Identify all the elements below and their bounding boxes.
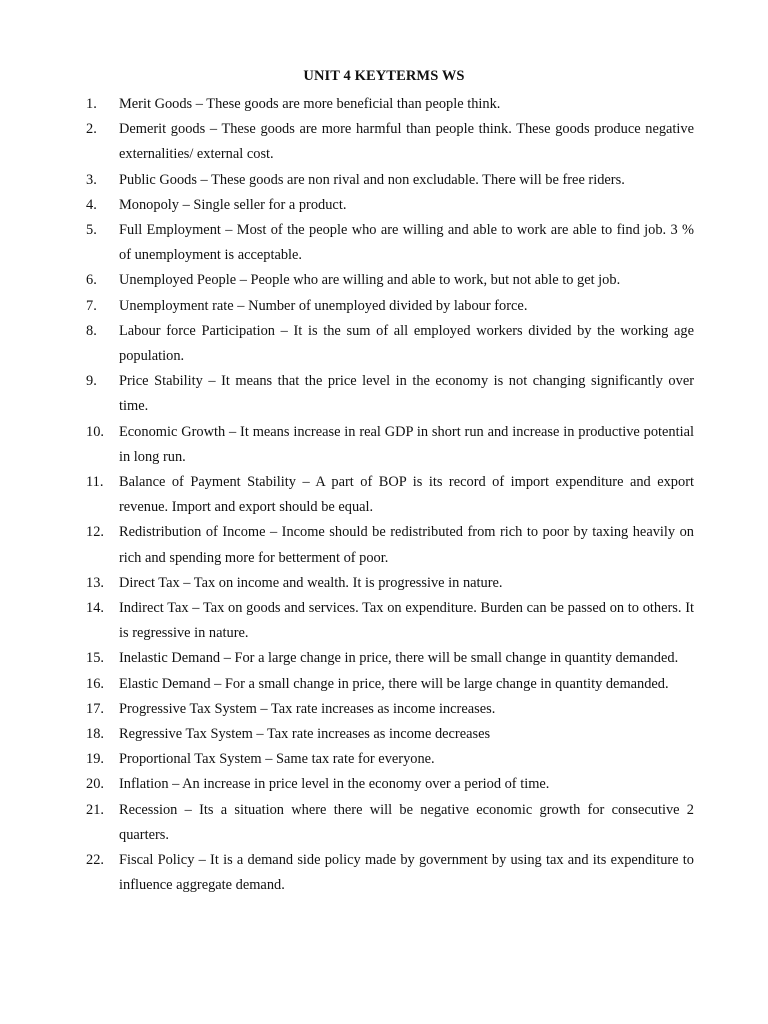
item-number <box>80 117 116 142</box>
item-number <box>80 294 116 319</box>
item-number <box>80 848 116 873</box>
list-item <box>80 848 694 898</box>
item-number-text: 12. <box>86 524 104 541</box>
item-number-text: 10. <box>86 423 104 440</box>
list-item <box>80 369 694 419</box>
item-number <box>80 193 116 218</box>
item-number <box>80 747 116 772</box>
item-text: Proportional Tax System – Same tax rate for everyone. <box>119 751 435 768</box>
list-item <box>80 798 694 848</box>
list-item <box>80 697 694 722</box>
item-text: Inflation – An increase in price level in the economy over a period of time. <box>119 776 550 793</box>
list-item <box>80 520 694 570</box>
item-number <box>80 420 116 445</box>
list-item <box>80 420 694 470</box>
item-number <box>80 596 116 621</box>
list-item <box>80 218 694 268</box>
item-number-text: 21. <box>86 801 104 818</box>
item-text: Regressive Tax System – Tax rate increases as income decreases <box>119 726 491 743</box>
item-text: Public Goods – These goods are non rival and non excludable. There will be free riders. <box>119 171 625 188</box>
item-number-text: 9. <box>86 373 97 390</box>
item-number <box>80 772 116 797</box>
item-number-text: 13. <box>86 574 104 591</box>
item-number <box>80 646 116 671</box>
keyterm-list <box>80 92 694 899</box>
item-text: Direct Tax – Tax on income and wealth. It is progressive in nature. <box>119 574 503 591</box>
item-number-text: 5. <box>86 222 97 239</box>
item-text: Unemployment rate – Number of unemployed divided by labour force. <box>119 297 528 314</box>
item-number <box>80 672 116 697</box>
item-text: Inelastic Demand – For a large change in price, there will be small change in quantity demanded. <box>119 650 679 667</box>
item-text: Demerit goods – These goods are more harmful than people think. These goods produce negative externalities/ external cost. <box>119 121 694 163</box>
list-item <box>80 571 694 596</box>
item-text: Economic Growth – It means increase in real GDP in short run and increase in productive potential in long run. <box>119 423 694 465</box>
list-item <box>80 747 694 772</box>
item-number-text: 20. <box>86 776 104 793</box>
item-number <box>80 798 116 823</box>
document-title: UNIT 4 KEYTERMS WS <box>303 68 465 84</box>
item-number-text: 14. <box>86 600 104 617</box>
list-item <box>80 268 694 293</box>
item-number <box>80 369 116 394</box>
list-item <box>80 470 694 520</box>
item-number <box>80 571 116 596</box>
item-number <box>80 92 116 117</box>
item-text: Full Employment – Most of the people who are willing and able to work are able to find job. 3 % of unemployment is acceptable. <box>119 222 694 264</box>
item-text: Redistribution of Income – Income should be redistributed from rich to poor by taxing heavily on rich and spending more for betterment of poor. <box>119 524 694 566</box>
item-text: Merit Goods – These goods are more beneficial than people think. <box>119 96 501 112</box>
item-number <box>80 470 116 495</box>
item-number <box>80 520 116 545</box>
item-number <box>80 268 116 293</box>
list-item <box>80 646 694 671</box>
item-number-text: 16. <box>86 675 104 692</box>
item-number-text: 11. <box>86 474 104 491</box>
item-number-text: 18. <box>86 726 104 743</box>
item-number-text: 7. <box>86 297 97 314</box>
item-number <box>80 697 116 722</box>
item-text: Unemployed People – People who are willing and able to work, but not able to get job. <box>119 272 621 289</box>
item-number <box>80 168 116 193</box>
item-text: Monopoly – Single seller for a product. <box>119 196 347 213</box>
item-text: Recession – Its a situation where there will be negative economic growth for consecutive 2 quarters. <box>119 801 694 843</box>
list-item <box>80 722 694 747</box>
list-item <box>80 319 694 369</box>
item-number-text: 15. <box>86 650 104 667</box>
item-number-text: 17. <box>86 700 104 717</box>
item-number-text: 3. <box>86 171 97 188</box>
item-text: Labour force Participation – It is the sum of all employed workers divided by the working age population. <box>119 322 694 365</box>
list-item <box>80 672 694 697</box>
item-number-text: 8. <box>86 322 97 339</box>
list-item <box>80 772 694 797</box>
item-number-text: 6. <box>86 272 97 289</box>
item-text: Price Stability – It means that the price level in the economy is not changing significantly over time. <box>119 373 694 415</box>
item-text: Elastic Demand – For a small change in price, there will be large change in quantity demanded. <box>119 675 669 692</box>
item-number-text: 19. <box>86 751 104 768</box>
item-text: Indirect Tax – Tax on goods and services. Tax on expenditure. Burden can be passed on to others. It is regressive in nature. <box>119 600 694 642</box>
list-item <box>80 117 694 167</box>
list-item <box>80 92 694 117</box>
list-item <box>80 193 694 218</box>
item-number-text: 22. <box>86 852 104 869</box>
item-number <box>80 722 116 747</box>
item-number-text: 4. <box>86 196 97 213</box>
item-number-text: 1. <box>86 96 97 112</box>
item-text: Progressive Tax System – Tax rate increases as income increases. <box>119 700 496 717</box>
item-text: Balance of Payment Stability – A part of BOP is its record of import expenditure and export revenue. Import and export should be equal. <box>119 474 694 516</box>
list-item <box>80 596 694 646</box>
list-item <box>80 168 694 193</box>
item-text: Fiscal Policy – It is a demand side policy made by government by using tax and its expenditure to influence aggregate demand. <box>119 852 694 894</box>
item-number <box>80 319 116 344</box>
list-item <box>80 294 694 319</box>
item-number-text: 2. <box>86 121 97 138</box>
item-number <box>80 218 116 243</box>
